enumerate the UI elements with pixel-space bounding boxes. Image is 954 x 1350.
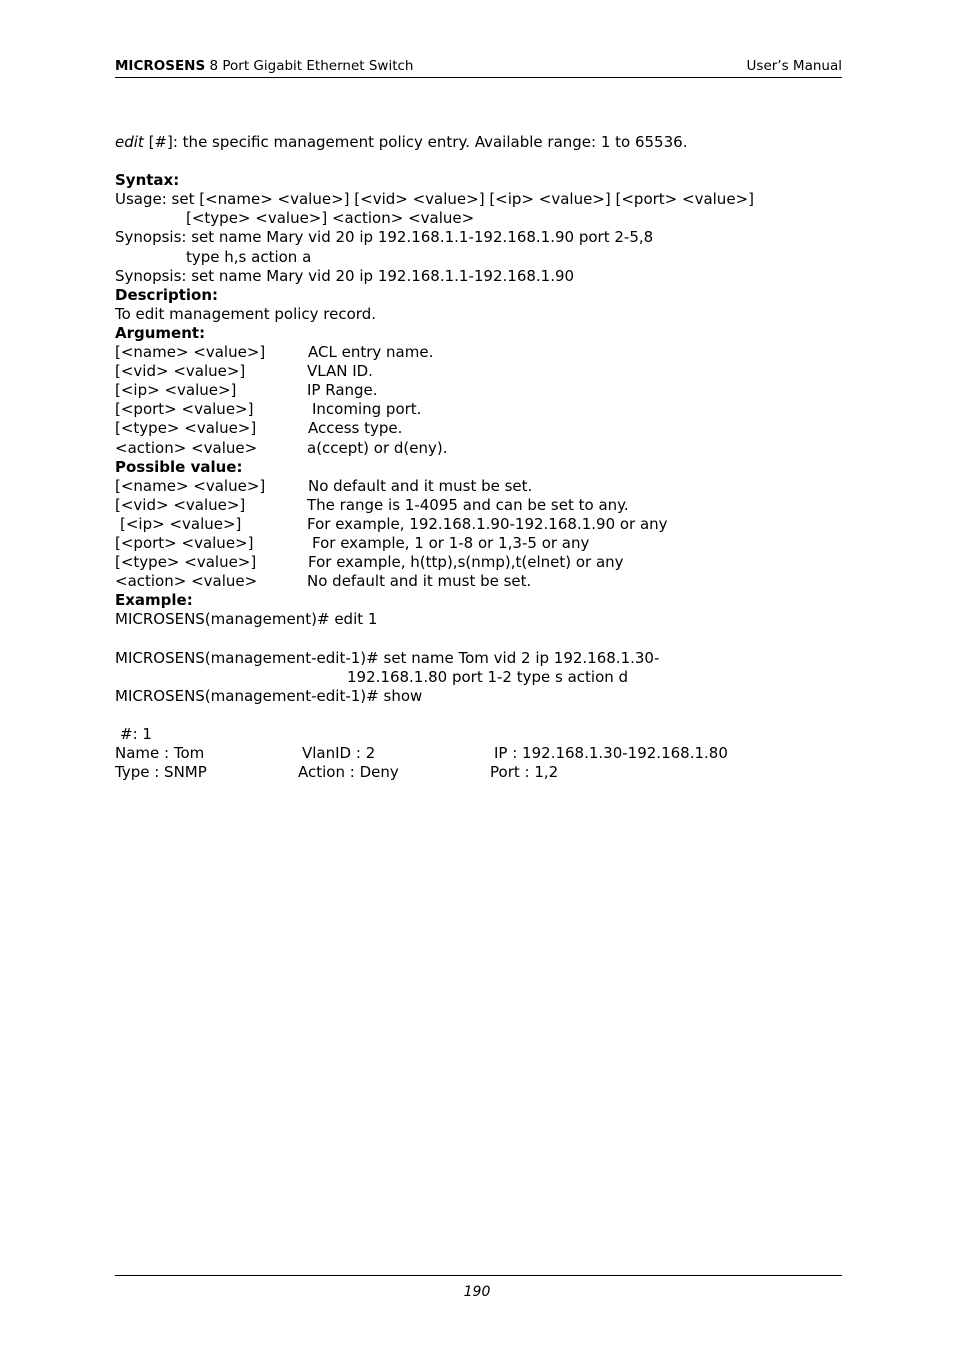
argument-row: [<name> <value>] ACL entry name. (115, 343, 434, 362)
header-product: 8 Port Gigabit Ethernet Switch (205, 58, 414, 74)
intro-line (115, 133, 842, 152)
argument-row: [<port> <value>] Incoming port. (115, 400, 422, 419)
header-title (115, 57, 413, 75)
possible-row: [<vid> <value>] The range is 1-4095 and can be set to any. (115, 495, 629, 514)
argument-row: <action> <value> a(ccept) or d(eny). (115, 438, 448, 457)
example-heading: Example: (115, 591, 193, 610)
example-command-3: MICROSENS(management-edit-1)# show (115, 686, 423, 705)
argument-row: [<type> <value>] Access type. (115, 419, 403, 438)
blank-line (115, 152, 842, 171)
usage-line-1: Usage: set [<name> <value>] [<vid> <value>] [<ip> <value>] [<port> <value>] (115, 190, 754, 209)
usage-line-2: [<type> <value>] <action> <value> (186, 209, 475, 228)
page-number: 190 (463, 1284, 491, 1300)
possible-row: [<name> <value>] No default and it must be set. (115, 476, 533, 495)
page-body (115, 133, 842, 782)
synopsis-line-1a: Synopsis: set name Mary vid 20 ip 192.168.1.1-192.168.1.90 port 2-5,8 (115, 228, 654, 247)
possible-row: [<ip> <value>] For example, 192.168.1.90-192.168.1.90 or any (120, 514, 668, 533)
example-command-2b: 192.168.1.80 port 1-2 type s action d (347, 667, 629, 686)
example-command-1: MICROSENS(management)# edit 1 (115, 610, 378, 629)
blank-line (115, 629, 842, 648)
syntax-heading: Syntax: (115, 171, 180, 190)
argument-row: [<ip> <value>] IP Range. (115, 381, 378, 400)
synopsis-line-2: Synopsis: set name Mary vid 20 ip 192.168.1.1-192.168.1.90 (115, 266, 575, 285)
description-heading: Description: (115, 285, 219, 304)
argument-heading: Argument: (115, 323, 206, 342)
possible-heading: Possible value: (115, 457, 243, 476)
possible-row: <action> <value> No default and it must be set. (115, 572, 532, 591)
example-command-2a: MICROSENS(management-edit-1)# set name Tom vid 2 ip 192.168.1.30- (115, 648, 660, 667)
output-row-2: Type : SNMP Action : Deny Port : 1,2 (115, 763, 559, 782)
intro-term: edit (115, 133, 144, 151)
possible-row: [<type> <value>] For example, h(ttp),s(nmp),t(elnet) or any (115, 553, 624, 572)
header-brand: MICROSENS (115, 58, 206, 74)
page-header (115, 57, 842, 78)
possible-row: [<port> <value>] For example, 1 or 1-8 or 1,3-5 or any (115, 533, 590, 552)
argument-row: [<vid> <value>] VLAN ID. (115, 362, 373, 381)
description-text: To edit management policy record. (115, 304, 376, 323)
synopsis-line-1b: type h,s action a (186, 247, 312, 266)
footer-rule (115, 1275, 842, 1276)
blank-line (115, 706, 842, 725)
intro-text: [#]: the specific management policy entry. Available range: 1 to 65536. (143, 133, 688, 151)
header-manual: User’s Manual (746, 58, 842, 74)
output-row-1: Name : Tom VlanID : 2 IP : 192.168.1.30-192.168.1.80 (115, 744, 728, 762)
output-entry: #: 1 (120, 724, 152, 743)
